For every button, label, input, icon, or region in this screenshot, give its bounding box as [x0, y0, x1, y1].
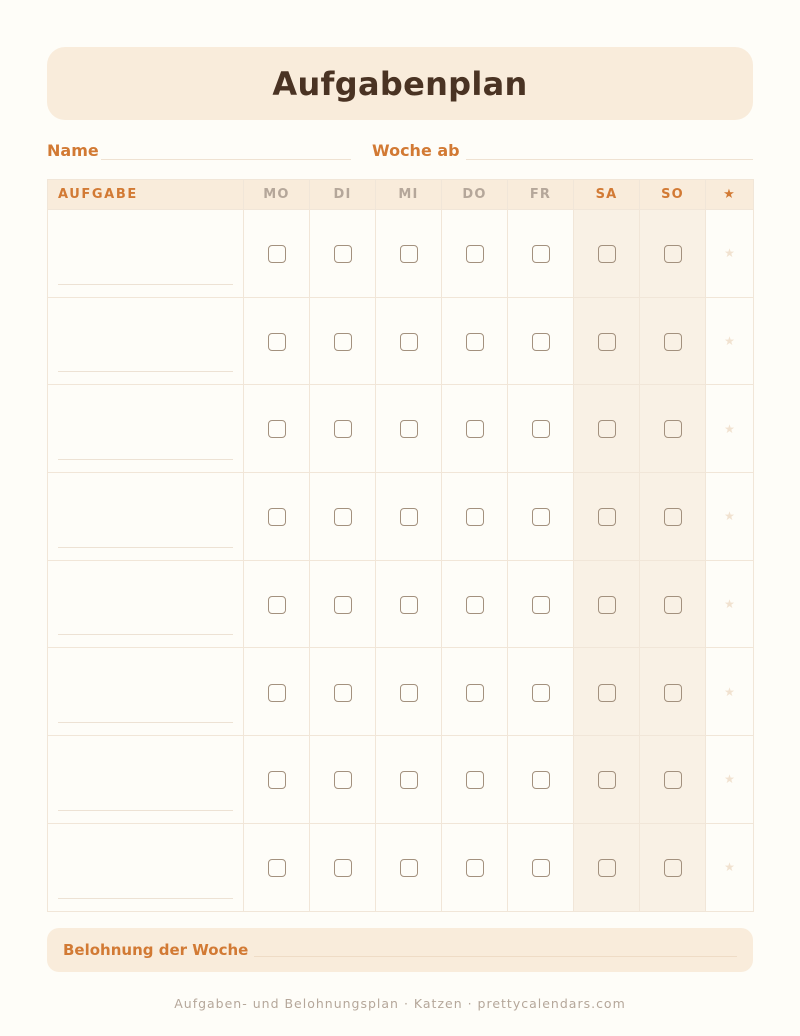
day-cell-do	[442, 648, 508, 736]
task-line	[58, 722, 233, 723]
name-line[interactable]	[101, 140, 351, 160]
checkbox[interactable]	[466, 508, 484, 526]
checkbox[interactable]	[532, 596, 550, 614]
checkbox[interactable]	[598, 245, 616, 263]
day-cell-sa	[574, 560, 640, 648]
table-row	[48, 736, 754, 824]
task-column-header: AUFGABE	[48, 180, 244, 210]
day-cell-mi	[376, 736, 442, 824]
checkbox[interactable]	[532, 420, 550, 438]
checkbox[interactable]	[466, 859, 484, 877]
star-icon[interactable]: ★	[706, 210, 754, 298]
checkbox[interactable]	[466, 245, 484, 263]
day-cell-fr	[508, 648, 574, 736]
checkbox[interactable]	[598, 771, 616, 789]
day-cell-sa	[574, 385, 640, 473]
checkbox[interactable]	[334, 596, 352, 614]
task-cell[interactable]	[48, 648, 244, 736]
checkbox[interactable]	[268, 420, 286, 438]
day-cell-mi	[376, 473, 442, 561]
day-cell-di	[310, 648, 376, 736]
checkbox[interactable]	[268, 684, 286, 702]
day-cell-sa	[574, 648, 640, 736]
day-cell-do	[442, 823, 508, 911]
day-cell-fr	[508, 385, 574, 473]
table-body	[48, 210, 754, 912]
checkbox[interactable]	[664, 859, 682, 877]
task-line	[58, 547, 233, 548]
task-cell[interactable]	[48, 823, 244, 911]
checkbox[interactable]	[334, 508, 352, 526]
task-line	[58, 898, 233, 899]
reward-line[interactable]	[254, 943, 737, 957]
day-cell-mo	[244, 648, 310, 736]
task-line	[58, 284, 233, 285]
day-header-mo: MO	[244, 180, 310, 210]
day-cell-mi	[376, 385, 442, 473]
table-row	[48, 648, 754, 736]
checkbox[interactable]	[466, 333, 484, 351]
week-field-row	[372, 138, 753, 160]
star-icon[interactable]: ★	[706, 473, 754, 561]
day-cell-mi	[376, 210, 442, 298]
task-cell[interactable]	[48, 210, 244, 298]
checkbox[interactable]	[268, 333, 286, 351]
checkbox[interactable]	[664, 684, 682, 702]
checkbox[interactable]	[268, 771, 286, 789]
checkbox[interactable]	[268, 508, 286, 526]
day-cell-mo	[244, 210, 310, 298]
day-cell-mo	[244, 736, 310, 824]
checkbox[interactable]	[268, 245, 286, 263]
checkbox[interactable]	[532, 245, 550, 263]
day-cell-mo	[244, 823, 310, 911]
day-cell-do	[442, 210, 508, 298]
day-cell-do	[442, 473, 508, 561]
checkbox[interactable]	[598, 596, 616, 614]
checkbox[interactable]	[268, 859, 286, 877]
checkbox[interactable]	[664, 596, 682, 614]
day-header-sa: SA	[574, 180, 640, 210]
day-cell-mi	[376, 297, 442, 385]
day-cell-mo	[244, 385, 310, 473]
page-title: Aufgabenplan	[272, 64, 528, 103]
checkbox[interactable]	[466, 420, 484, 438]
week-label: Woche ab	[372, 141, 460, 160]
day-header-di: DI	[310, 180, 376, 210]
task-line	[58, 459, 233, 460]
checkbox[interactable]	[334, 333, 352, 351]
checkbox[interactable]	[598, 684, 616, 702]
checkbox[interactable]	[532, 508, 550, 526]
day-cell-di	[310, 210, 376, 298]
day-cell-di	[310, 473, 376, 561]
checkbox[interactable]	[400, 333, 418, 351]
star-column-header: ★	[706, 180, 754, 210]
checkbox[interactable]	[466, 596, 484, 614]
table-row	[48, 385, 754, 473]
task-cell[interactable]	[48, 560, 244, 648]
checkbox[interactable]	[598, 508, 616, 526]
reward-label: Belohnung der Woche	[63, 941, 249, 959]
day-cell-do	[442, 736, 508, 824]
task-cell[interactable]	[48, 473, 244, 561]
day-cell-fr	[508, 736, 574, 824]
task-line	[58, 634, 233, 635]
day-cell-di	[310, 297, 376, 385]
checkbox[interactable]	[334, 859, 352, 877]
name-field-row	[47, 138, 351, 160]
day-cell-sa	[574, 473, 640, 561]
table-row	[48, 473, 754, 561]
day-cell-sa	[574, 297, 640, 385]
table-row	[48, 560, 754, 648]
day-cell-di	[310, 385, 376, 473]
day-cell-fr	[508, 297, 574, 385]
task-line	[58, 371, 233, 372]
checkbox[interactable]	[400, 684, 418, 702]
checkbox[interactable]	[664, 508, 682, 526]
checkbox[interactable]	[400, 771, 418, 789]
checkbox[interactable]	[532, 684, 550, 702]
checkbox[interactable]	[268, 596, 286, 614]
task-line	[58, 810, 233, 811]
table-row	[48, 297, 754, 385]
checkbox[interactable]	[532, 859, 550, 877]
day-cell-mo	[244, 473, 310, 561]
day-cell-di	[310, 736, 376, 824]
day-header-mi: MI	[376, 180, 442, 210]
checkbox[interactable]	[400, 245, 418, 263]
day-header-fr: FR	[508, 180, 574, 210]
task-cell[interactable]	[48, 385, 244, 473]
star-icon[interactable]: ★	[706, 648, 754, 736]
checkbox[interactable]	[664, 771, 682, 789]
day-cell-mi	[376, 560, 442, 648]
day-cell-so	[640, 210, 706, 298]
day-cell-fr	[508, 823, 574, 911]
table-header-row	[48, 180, 754, 210]
day-cell-so	[640, 823, 706, 911]
day-cell-di	[310, 823, 376, 911]
day-cell-sa	[574, 210, 640, 298]
day-cell-so	[640, 385, 706, 473]
day-cell-do	[442, 297, 508, 385]
day-cell-mi	[376, 648, 442, 736]
name-label: Name	[47, 141, 99, 160]
checkbox[interactable]	[664, 420, 682, 438]
day-cell-so	[640, 297, 706, 385]
checkbox[interactable]	[334, 684, 352, 702]
checkbox[interactable]	[664, 245, 682, 263]
checkbox[interactable]	[334, 771, 352, 789]
table-row	[48, 210, 754, 298]
checkbox[interactable]	[400, 859, 418, 877]
day-cell-so	[640, 736, 706, 824]
checkbox[interactable]	[532, 771, 550, 789]
footer-text: Aufgaben- und Belohnungsplan · Katzen · prettycalendars.com	[174, 996, 626, 1011]
reward-bar	[47, 928, 753, 972]
day-cell-do	[442, 560, 508, 648]
checkbox[interactable]	[466, 771, 484, 789]
star-icon[interactable]: ★	[706, 736, 754, 824]
day-cell-di	[310, 560, 376, 648]
star-icon[interactable]: ★	[706, 823, 754, 911]
day-header-do: DO	[442, 180, 508, 210]
checkbox[interactable]	[598, 859, 616, 877]
checkbox[interactable]	[664, 333, 682, 351]
day-cell-mo	[244, 560, 310, 648]
checkbox[interactable]	[532, 333, 550, 351]
checkbox[interactable]	[598, 420, 616, 438]
day-header-so: SO	[640, 180, 706, 210]
checkbox[interactable]	[334, 420, 352, 438]
day-cell-fr	[508, 473, 574, 561]
checkbox[interactable]	[598, 333, 616, 351]
day-cell-so	[640, 560, 706, 648]
day-cell-do	[442, 385, 508, 473]
day-cell-sa	[574, 736, 640, 824]
checkbox[interactable]	[334, 245, 352, 263]
day-cell-fr	[508, 560, 574, 648]
day-cell-mo	[244, 297, 310, 385]
checkbox[interactable]	[400, 420, 418, 438]
star-icon[interactable]: ★	[706, 385, 754, 473]
star-icon[interactable]: ★	[706, 560, 754, 648]
day-cell-fr	[508, 210, 574, 298]
day-cell-mi	[376, 823, 442, 911]
checkbox[interactable]	[400, 508, 418, 526]
task-cell[interactable]	[48, 297, 244, 385]
table-row	[48, 823, 754, 911]
day-cell-so	[640, 473, 706, 561]
task-cell[interactable]	[48, 736, 244, 824]
week-line[interactable]	[466, 140, 753, 160]
day-cell-sa	[574, 823, 640, 911]
star-icon[interactable]: ★	[706, 297, 754, 385]
checkbox[interactable]	[466, 684, 484, 702]
title-banner	[47, 47, 753, 120]
chore-table	[47, 179, 754, 912]
checkbox[interactable]	[400, 596, 418, 614]
day-cell-so	[640, 648, 706, 736]
